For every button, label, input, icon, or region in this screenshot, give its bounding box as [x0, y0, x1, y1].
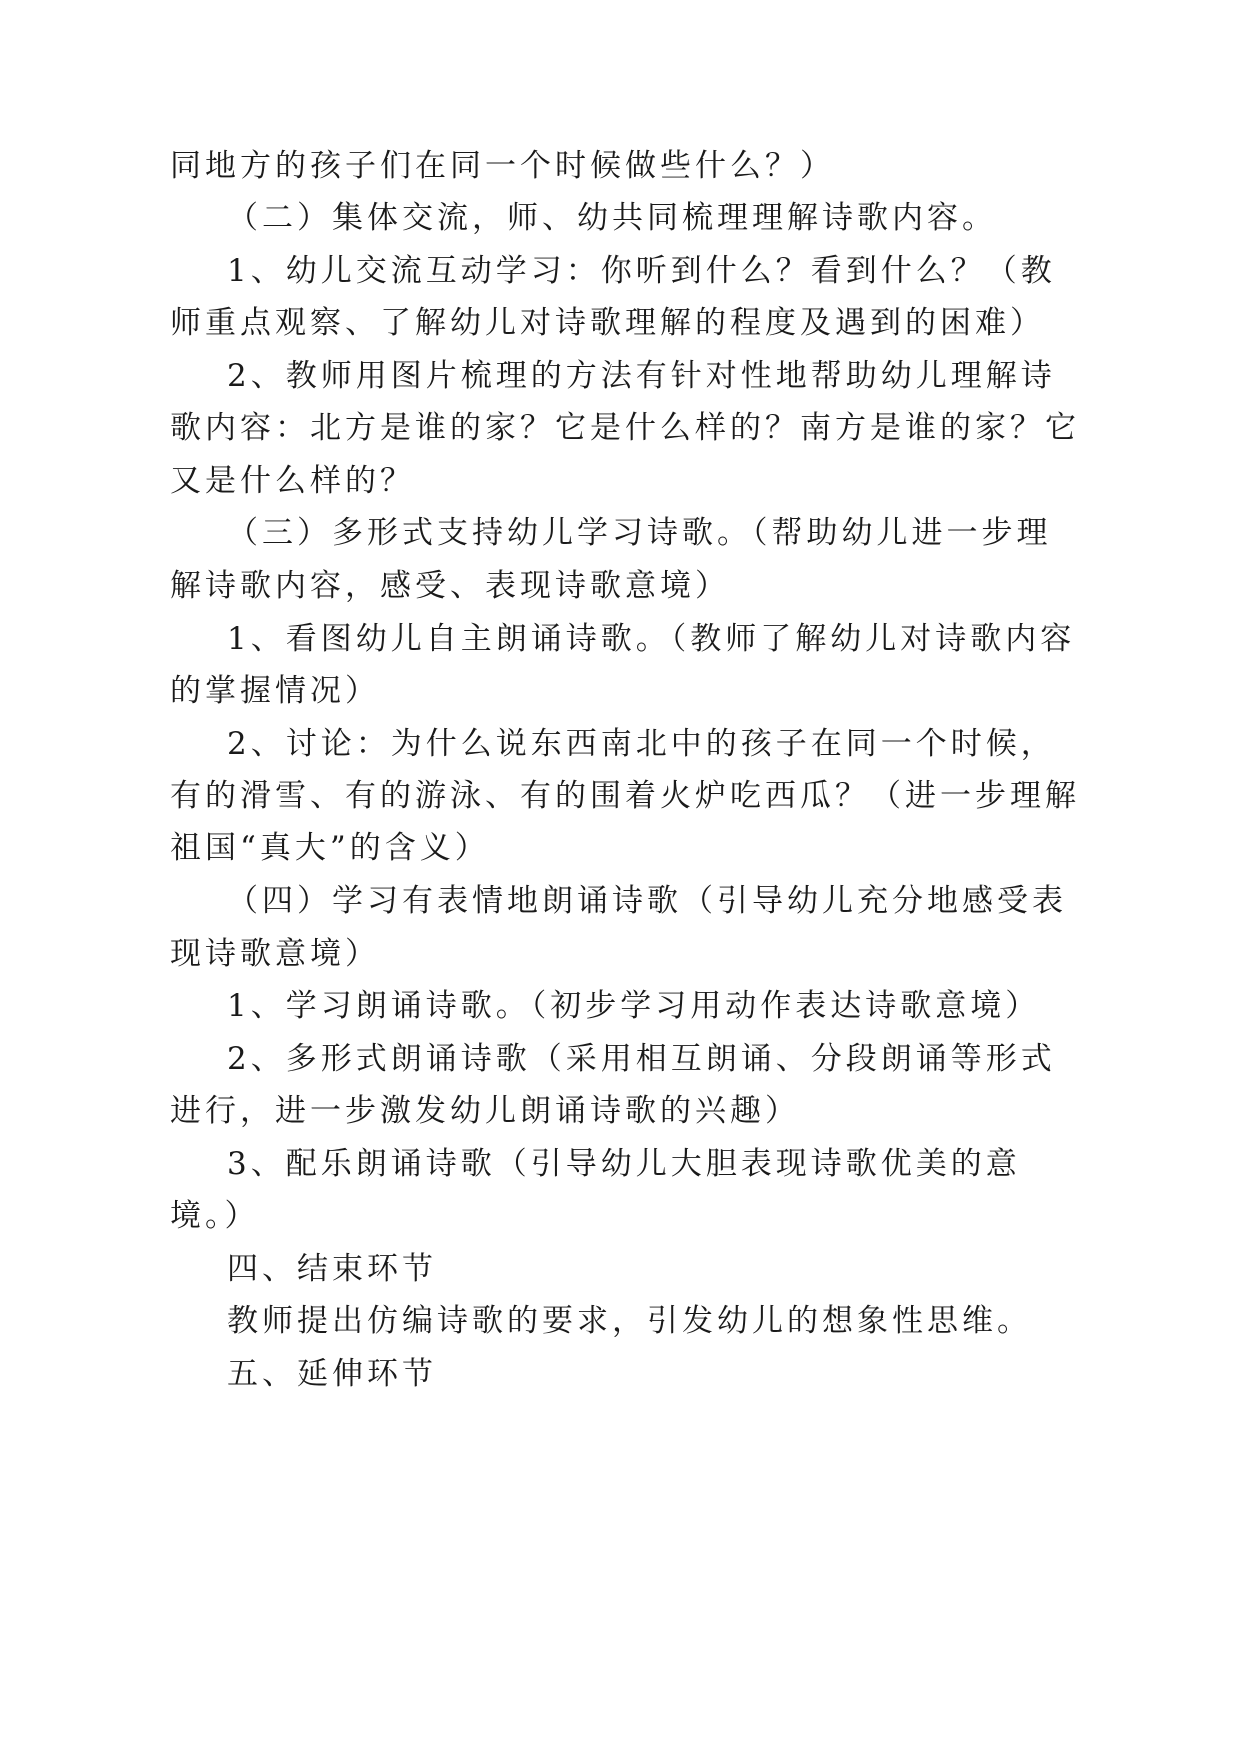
- list-item: 1、看图幼儿自主朗诵诗歌。（教师了解幼儿对诗歌内容: [227, 621, 1076, 657]
- body-text-line: 又是什么样的？: [170, 463, 415, 499]
- list-item: 3、配乐朗诵诗歌（引导幼儿大胆表现诗歌优美的意: [227, 1146, 1021, 1182]
- list-item: 2、多形式朗诵诗歌（采用相互朗诵、分段朗诵等形式: [227, 1041, 1056, 1077]
- body-text-line: 有的滑雪、有的游泳、有的围着火炉吃西瓜？（进一步理解: [170, 778, 1080, 814]
- body-text-line: 境。）: [170, 1198, 260, 1234]
- body-text-line: 同地方的孩子们在同一个时候做些什么？）: [170, 148, 835, 184]
- section-heading: 五、延伸环节: [227, 1356, 437, 1392]
- body-text-line: 进行，进一步激发幼儿朗诵诗歌的兴趣）: [170, 1093, 800, 1129]
- body-text-line: 歌内容：北方是谁的家？它是什么样的？南方是谁的家？它: [170, 410, 1080, 446]
- body-text-line: 师重点观察、了解幼儿对诗歌理解的程度及遇到的困难）: [170, 305, 1045, 341]
- body-text-line: 教师提出仿编诗歌的要求，引发幼儿的想象性思维。: [227, 1303, 1032, 1339]
- body-text-line: 的掌握情况）: [170, 673, 380, 709]
- section-heading: （四）学习有表情地朗诵诗歌（引导幼儿充分地感受表: [227, 883, 1067, 919]
- section-heading: （二）集体交流，师、幼共同梳理理解诗歌内容。: [227, 200, 997, 236]
- section-heading: 四、结束环节: [227, 1251, 437, 1287]
- list-item: 1、幼儿交流互动学习：你听到什么？看到什么？（教: [227, 253, 1056, 289]
- body-text-line: 现诗歌意境）: [170, 936, 380, 972]
- list-item: 2、教师用图片梳理的方法有针对性地帮助幼儿理解诗: [227, 358, 1056, 394]
- body-text-line: 祖国“真大”的含义）: [170, 830, 490, 866]
- list-item: 1、学习朗诵诗歌。（初步学习用动作表达诗歌意境）: [227, 988, 1041, 1024]
- body-text-line: 解诗歌内容，感受、表现诗歌意境）: [170, 568, 730, 604]
- list-item: 2、讨论：为什么说东西南北中的孩子在同一个时候，: [227, 726, 1056, 762]
- section-heading: （三）多形式支持幼儿学习诗歌。（帮助幼儿进一步理: [227, 515, 1052, 551]
